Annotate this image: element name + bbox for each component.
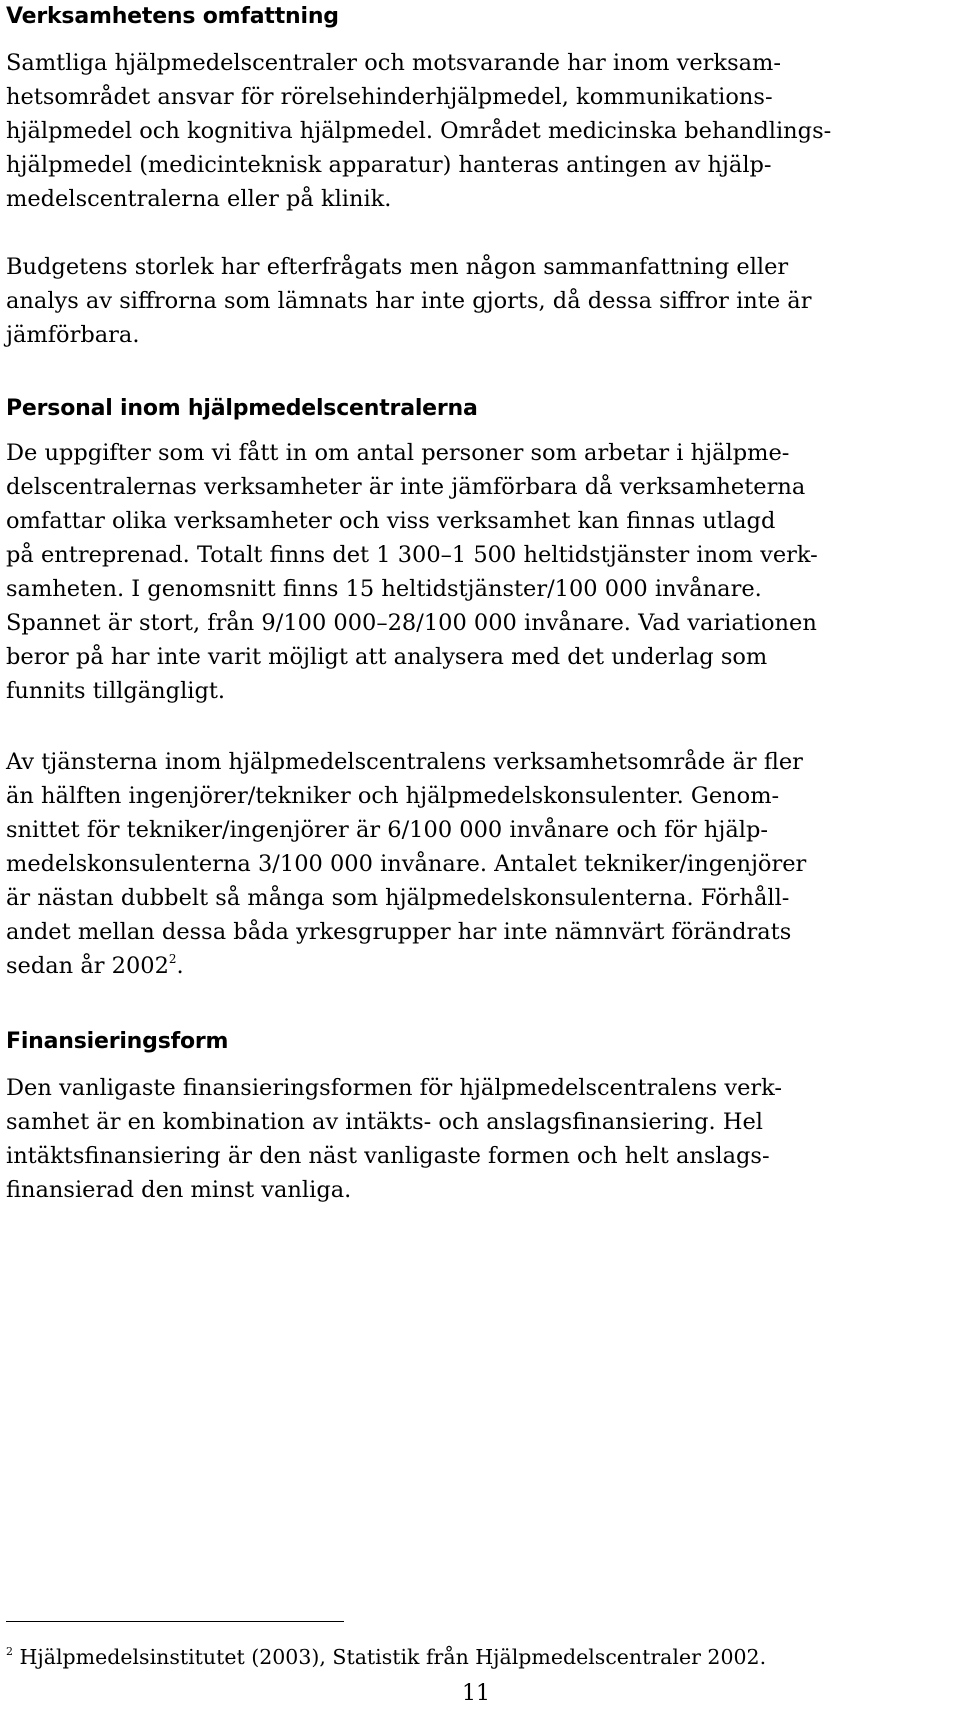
paragraph-line: snittet för tekniker/ingenjörer är 6/100 000 invånare och för hjälp- <box>6 817 768 843</box>
footnote <box>6 1643 766 1671</box>
paragraph-line: andet mellan dessa båda yrkesgrupper har inte nämnvärt förändrats <box>6 919 792 945</box>
paragraph-line-text: sedan år 2002 <box>6 953 169 979</box>
section-heading-personal: Personal inom hjälpmedelscentralerna <box>6 396 478 421</box>
page-number: 11 <box>462 1681 490 1706</box>
paragraph-line: Spannet är stort, från 9/100 000–28/100 000 invånare. Vad variationen <box>6 610 817 636</box>
paragraph-line: Budgetens storlek har efterfrågats men någon sammanfattning eller <box>6 254 789 280</box>
paragraph-line: intäktsfinansiering är den näst vanligaste formen och helt anslags- <box>6 1143 770 1169</box>
paragraph-line: De uppgifter som vi fått in om antal personer som arbetar i hjälpme- <box>6 440 790 466</box>
paragraph-line: är nästan dubbelt så många som hjälpmedelskonsulenterna. Förhåll- <box>6 885 790 911</box>
paragraph-line: medelskonsulenterna 3/100 000 invånare. Antalet tekniker/ingenjörer <box>6 851 807 877</box>
paragraph <box>6 745 806 983</box>
paragraph-line-with-footnote-ref <box>6 949 806 983</box>
paragraph-line: Samtliga hjälpmedelscentraler och motsvarande har inom verksam- <box>6 50 781 76</box>
footnote-text: Hjälpmedelsinstitutet (2003), Statistik från Hjälpmedelscentraler 2002. <box>19 1645 767 1669</box>
footnote-number: 2 <box>6 1645 13 1658</box>
paragraph-line: delscentralernas verksamheter är inte jämförbara då verksamheterna <box>6 474 806 500</box>
paragraph-line: beror på har inte varit möjligt att analysera med det underlag som <box>6 644 768 670</box>
section-heading-finansieringsform: Finansieringsform <box>6 1029 229 1054</box>
paragraph <box>6 436 818 708</box>
paragraph-line: analys av siffrorna som lämnats har inte gjorts, då dessa siffror inte är <box>6 288 812 314</box>
paragraph-line: än hälften ingenjörer/tekniker och hjälpmedelskonsulenter. Genom- <box>6 783 780 809</box>
paragraph-line: samhet är en kombination av intäkts- och anslagsfinansiering. Hel <box>6 1109 763 1135</box>
paragraph-line: medelscentralerna eller på klinik. <box>6 186 392 212</box>
paragraph-line: samheten. I genomsnitt finns 15 heltidstjänster/100 000 invånare. <box>6 576 762 602</box>
paragraph-line: funnits tillgängligt. <box>6 678 226 704</box>
paragraph-line: omfattar olika verksamheter och viss verksamhet kan finnas utlagd <box>6 508 776 534</box>
paragraph <box>6 46 831 216</box>
paragraph-line: Av tjänsterna inom hjälpmedelscentralens verksamhetsområde är fler <box>6 749 803 775</box>
paragraph-line: Den vanligaste finansieringsformen för hjälpmedelscentralens verk- <box>6 1075 782 1101</box>
paragraph-line: hetsområdet ansvar för rörelsehinderhjälpmedel, kommunikations- <box>6 84 773 110</box>
footnote-separator <box>6 1621 344 1622</box>
section-heading-verksamhetens-omfattning: Verksamhetens omfattning <box>6 4 339 29</box>
paragraph-line: hjälpmedel (medicinteknisk apparatur) hanteras antingen av hjälp- <box>6 152 772 178</box>
paragraph <box>6 250 811 352</box>
paragraph <box>6 1071 782 1207</box>
paragraph-line: finansierad den minst vanliga. <box>6 1177 352 1203</box>
sentence-end: . <box>176 953 184 979</box>
paragraph-line: jämförbara. <box>6 322 140 348</box>
paragraph-line: på entreprenad. Totalt finns det 1 300–1 500 heltidstjänster inom verk- <box>6 542 818 568</box>
paragraph-line: hjälpmedel och kognitiva hjälpmedel. Området medicinska behandlings- <box>6 118 832 144</box>
footnote-reference: 2 <box>168 952 177 966</box>
